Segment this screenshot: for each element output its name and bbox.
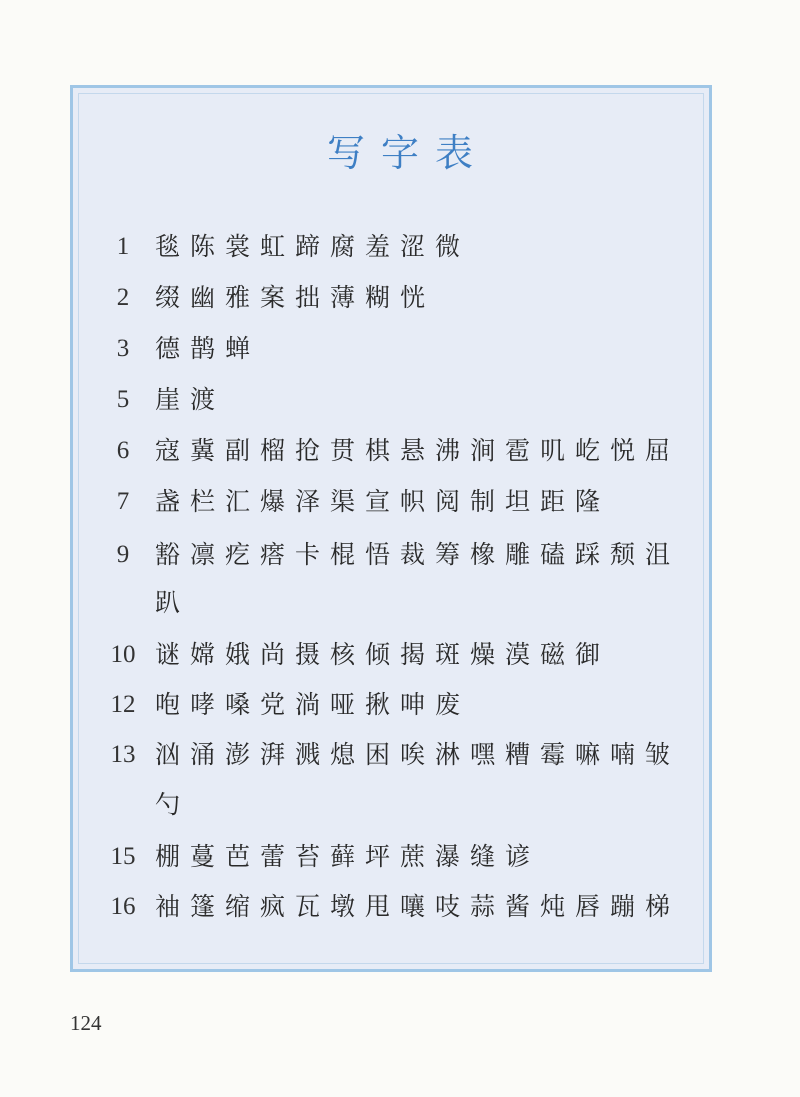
- lesson-number: 1: [116, 233, 130, 260]
- lesson-number: 2: [116, 284, 130, 311]
- lesson-characters: 棚蔓芭蕾苔藓坪蔗瀑缝谚: [155, 842, 541, 871]
- lesson-number: 12: [110, 691, 136, 718]
- lesson-number: 6: [116, 437, 130, 464]
- page-title: 写字表: [326, 131, 489, 175]
- lesson-characters: 毯陈裳虹蹄腐羞涩微: [155, 232, 471, 261]
- lesson-characters: 汹涌澎湃溅熄困唉淋嘿糟霉嘛喃皱: [155, 740, 681, 769]
- lesson-number: 7: [116, 488, 130, 515]
- lesson-characters: 豁凛疙瘩卡棍悟裁筹橡雕磕踩颓沮: [155, 540, 681, 569]
- lesson-number: 16: [110, 893, 136, 920]
- lesson-number: 5: [116, 386, 130, 413]
- lesson-characters: 盏栏汇爆泽渠宣帜阅制坦距隆: [155, 487, 611, 516]
- lesson-characters: 谜嫦娥尚摄核倾揭斑燥漠磁御: [155, 640, 611, 669]
- lesson-characters: 崖渡: [155, 385, 226, 414]
- lesson-number: 9: [116, 541, 130, 568]
- lesson-characters: 袖篷缩疯瓦墩甩嚷吱蒜酱炖唇蹦梯: [155, 892, 681, 921]
- lesson-characters: 缀幽雅案拙薄糊恍: [155, 283, 436, 312]
- lesson-characters: 寇冀副榴抢贯棋悬沸涧雹叽屹悦屈: [155, 436, 681, 465]
- lesson-number: 10: [110, 641, 136, 668]
- lesson-number: 15: [110, 843, 136, 870]
- lesson-number: 13: [110, 741, 136, 768]
- lesson-characters: 德鹊蝉: [155, 334, 261, 363]
- lesson-characters-continuation: 勺: [155, 790, 191, 819]
- lesson-characters: 咆哮嗓党淌哑揪呻废: [155, 690, 471, 719]
- page-number: 124: [70, 1011, 102, 1035]
- lesson-number: 3: [116, 335, 130, 362]
- lesson-characters-continuation: 趴: [155, 588, 191, 617]
